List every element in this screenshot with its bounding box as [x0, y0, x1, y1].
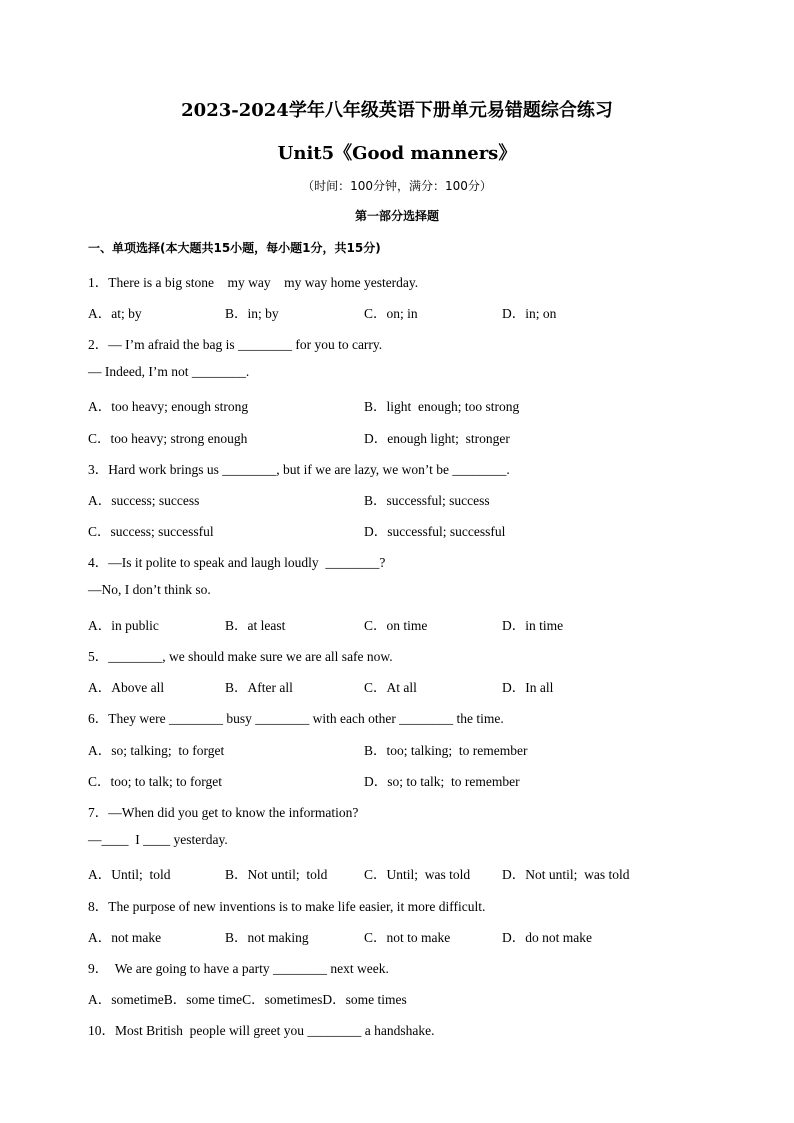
question-2-option-d: D．enough light; stronger [364, 431, 510, 446]
question-1-option-b: B．in; by [225, 306, 279, 321]
question-1-option-d: D．in; on [502, 306, 557, 321]
question-6-option-c: C．too; to talk; to forget [88, 774, 222, 789]
question-4-option-a: A．in public [88, 618, 159, 633]
question-1-option-c: C．on; in [364, 306, 418, 321]
question-7-option-d: D．Not until; was told [502, 867, 630, 882]
question-7-option-c: C．Until; was told [364, 867, 471, 882]
question-9-stem: 9． We are going to have a party ________ next week. [88, 961, 389, 976]
question-5-option-b: B．After all [225, 680, 293, 695]
question-7-reply: —____ I ____ yesterday. [88, 832, 228, 847]
question-1-option-a: A．at; by [88, 306, 142, 321]
page-subtitle: Unit5《Good manners》 [277, 143, 517, 164]
question-3-option-b: B．successful; success [364, 493, 490, 508]
question-5-option-d: D．In all [502, 680, 554, 695]
question-9-options: A．sometimeB．some timeC．sometimesD．some times [88, 992, 407, 1007]
question-2-option-b: B．light enough; too strong [364, 399, 520, 414]
question-7-option-a: A．Until; told [88, 867, 171, 882]
part-title: 第一部分选择题 [354, 209, 439, 223]
question-4-stem: 4．—Is it polite to speak and laugh loudly ________? [88, 555, 386, 570]
question-7-stem: 7．—When did you get to know the information? [88, 805, 359, 820]
question-5-option-a: A．Above all [88, 680, 165, 695]
question-2-reply: — Indeed, I’m not ________. [88, 364, 250, 379]
question-3-option-d: D．successful; successful [364, 524, 506, 539]
question-6-option-a: A．so; talking; to forget [88, 743, 225, 758]
question-3-option-c: C．success; successful [88, 524, 214, 539]
question-4-option-c: C．on time [364, 618, 428, 633]
question-4-reply: —No, I don’t think so. [88, 582, 211, 597]
question-8-option-a: A．not make [88, 930, 162, 945]
page-title: 2023-2024学年八年级英语下册单元易错题综合练习 [181, 100, 613, 121]
question-3-stem: 3．Hard work brings us ________, but if we are lazy, we won’t be ________. [88, 462, 510, 477]
question-2-stem: 2．— I’m afraid the bag is ________ for you to carry. [88, 337, 383, 352]
question-8-option-d: D．do not make [502, 930, 592, 945]
question-2-option-c: C．too heavy; strong enough [88, 431, 248, 446]
question-5-stem: 5．________, we should make sure we are all safe now. [88, 649, 393, 664]
question-3-option-a: A．success; success [88, 493, 200, 508]
question-6-option-d: D．so; to talk; to remember [364, 774, 520, 789]
question-8-stem: 8．The purpose of new inventions is to make life easier, it more difficult. [88, 899, 486, 914]
question-8-option-b: B．not making [225, 930, 309, 945]
question-4-option-d: D．in time [502, 618, 564, 633]
question-7-option-b: B．Not until; told [225, 867, 328, 882]
question-8-option-c: C．not to make [364, 930, 451, 945]
time-info: （时间：100分钟，满分：100分） [302, 179, 492, 193]
question-6-stem: 6．They were ________ busy ________ with each other ________ the time. [88, 711, 504, 726]
question-2-option-a: A．too heavy; enough strong [88, 399, 249, 414]
question-6-option-b: B．too; talking; to remember [364, 743, 528, 758]
section-heading: 一、单项选择(本大题共15小题，每小题1分，共15分) [88, 241, 381, 255]
question-5-option-c: C．At all [364, 680, 417, 695]
question-10-stem: 10．Most British people will greet you ________ a handshake. [88, 1023, 435, 1038]
question-4-option-b: B．at least [225, 618, 286, 633]
question-1-stem: 1．There is a big stone my way my way home yesterday. [88, 275, 419, 290]
